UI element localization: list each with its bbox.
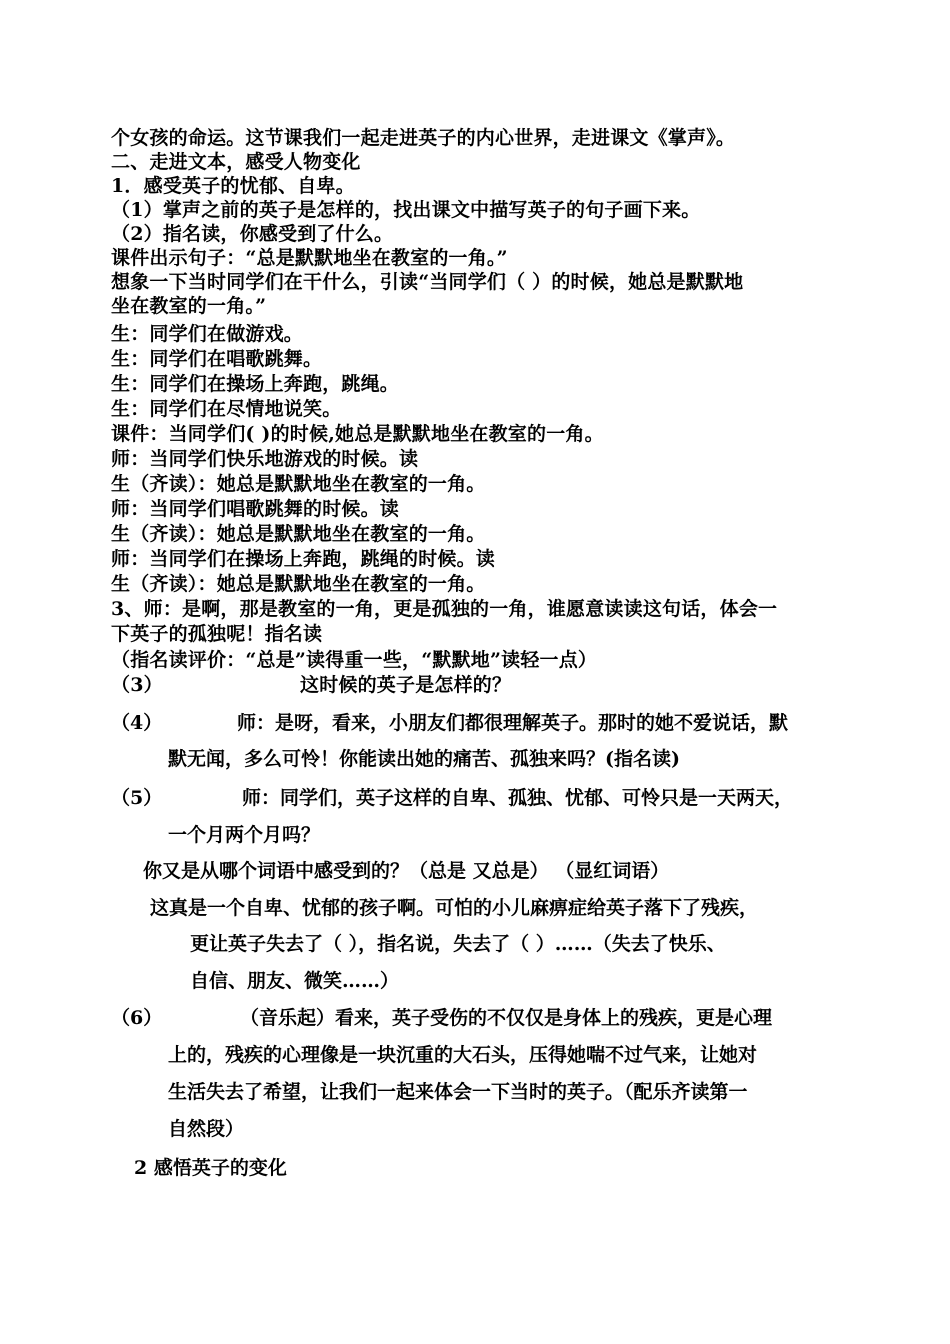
item-4-number: （4） xyxy=(111,712,163,734)
paragraph-line: 更让英子失去了（ ），指名说，失去了（ ）……（失去了快乐、 xyxy=(190,933,726,955)
text-line: 生：同学们在操场上奔跑，跳绳。 xyxy=(111,373,400,395)
text-line: 生：同学们在做游戏。 xyxy=(111,323,304,345)
text-line: 课件：当同学们( )的时候,她总是默默地坐在教室的一角。 xyxy=(111,423,604,445)
question-line: 你又是从哪个词语中感受到的？（总是 又总是） （显红词语） xyxy=(143,860,670,882)
item-6-number: （6） xyxy=(111,1007,163,1029)
text-line: （指名读评价：“总是”读得重一些，“默默地”读轻一点） xyxy=(111,649,598,671)
text-line: 下英子的孤独呢！指名读 xyxy=(111,623,323,645)
paragraph-line: 这真是一个自卑、忧郁的孩子啊。可怕的小儿麻痹症给英子落下了残疾， xyxy=(150,897,759,919)
item-5-line: 师：同学们，英子这样的自卑、孤独、忧郁、可怜只是一天两天， xyxy=(242,787,794,809)
text-line: 生（齐读）：她总是默默地坐在教室的一角。 xyxy=(111,473,486,495)
text-line: 师：当同学们唱歌跳舞的时候。读 xyxy=(111,498,400,520)
item-4-line: 师：是呀，看来，小朋友们都很理解英子。那时的她不爱说话，默 xyxy=(237,712,789,734)
text-line: 想象一下当时同学们在干什么，引读“当同学们（ ）的时候，她总是默默地 xyxy=(111,271,744,293)
text-line: 3、师：是啊，那是教室的一角，更是孤独的一角，谁愿意读读这句话，体会一 xyxy=(111,598,778,620)
text-line: 生（齐读）：她总是默默地坐在教室的一角。 xyxy=(111,573,486,595)
paragraph-line: 自信、朋友、微笑……） xyxy=(190,970,400,992)
text-line: 生：同学们在尽情地说笑。 xyxy=(111,398,342,420)
item-6-line: 生活失去了希望，让我们一起来体会一下当时的英子。（配乐齐读第一 xyxy=(168,1081,748,1103)
text-line: 课件出示句子：“总是默默地坐在教室的一角。” xyxy=(111,247,508,269)
text-line: 生：同学们在唱歌跳舞。 xyxy=(111,348,323,370)
item-5-number: （5） xyxy=(111,787,163,809)
item-3-text: 这时候的英子是怎样的？ xyxy=(300,674,512,696)
item-6-line: 上的，残疾的心理像是一块沉重的大石头，压得她喘不过气来，让她对 xyxy=(168,1044,758,1066)
text-line: 生（齐读）：她总是默默地坐在教室的一角。 xyxy=(111,523,486,545)
text-line: 个女孩的命运。这节课我们一起走进英子的内心世界，走进课文《掌声》。 xyxy=(111,127,736,149)
item-3-number: （3） xyxy=(111,674,163,696)
text-line: 师：当同学们在操场上奔跑，跳绳的时候。读 xyxy=(111,548,496,570)
text-line: 师：当同学们快乐地游戏的时候。读 xyxy=(111,448,419,470)
item-6-line: （音乐起）看来，英子受伤的不仅仅是身体上的残疾，更是心理 xyxy=(240,1007,773,1029)
subsection-heading: 1．感受英子的忧郁、自卑。 xyxy=(111,175,355,197)
item-6-line: 自然段） xyxy=(168,1118,245,1140)
text-line: 坐在教室的一角。” xyxy=(111,295,267,317)
text-line: （1）掌声之前的英子是怎样的，找出课文中描写英子的句子画下来。 xyxy=(111,199,701,221)
item-5-line: 一个月两个月吗？ xyxy=(168,824,321,846)
section-2-heading: 2 感悟英子的变化 xyxy=(134,1157,287,1179)
item-4-line: 默无闻，多么可怜！你能读出她的痛苦、孤独来吗？(指名读) xyxy=(168,748,680,770)
section-heading: 二、走进文本，感受人物变化 xyxy=(111,151,361,173)
text-line: （2）指名读，你感受到了什么。 xyxy=(111,223,394,245)
